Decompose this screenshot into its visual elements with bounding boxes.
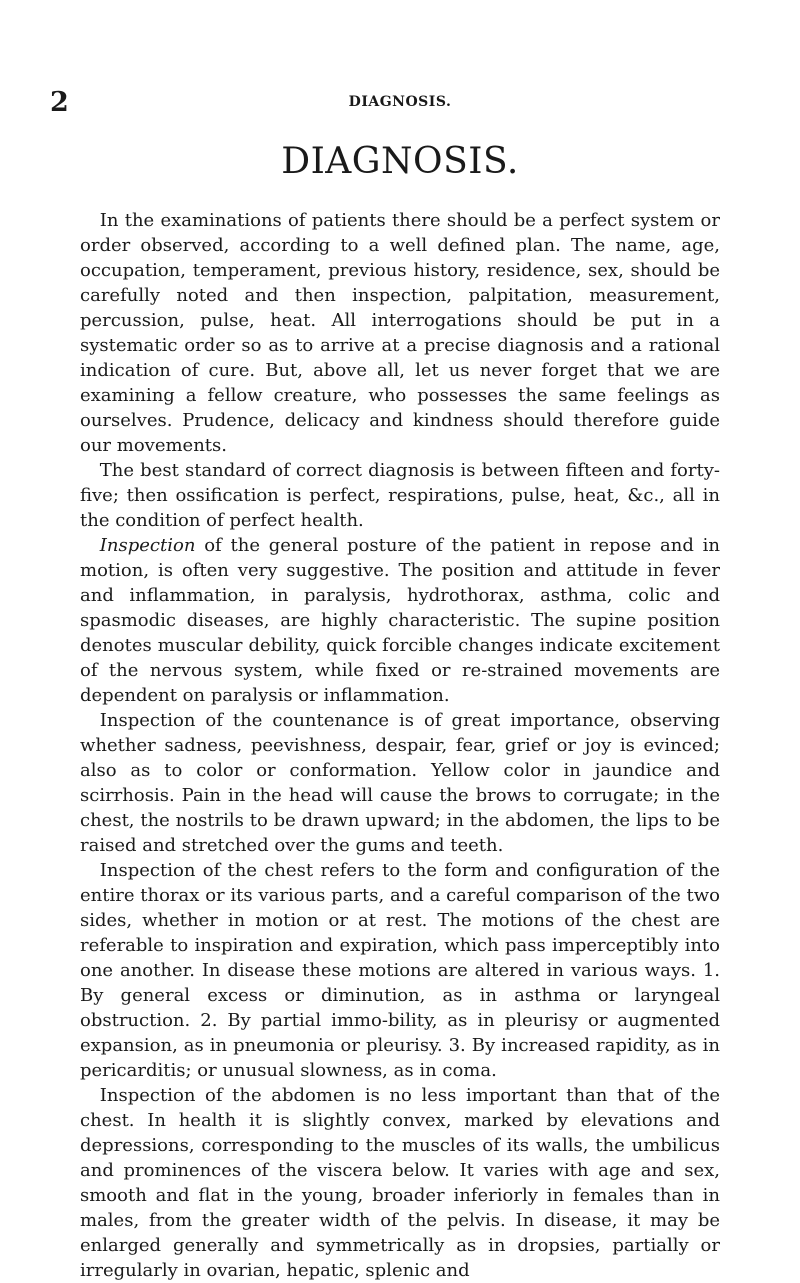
paragraph <box>80 708 720 858</box>
page-header <box>0 88 800 118</box>
paragraph <box>80 458 720 533</box>
paragraph-lead-italic: Inspection <box>99 535 196 556</box>
paragraph <box>80 208 720 458</box>
paragraph <box>80 1083 720 1283</box>
chapter-title: DIAGNOSIS. <box>281 141 519 182</box>
paragraph-text: of the general posture of the patient in repose and in motion, is often very suggestive. The position and attitude in fever and inflammation, in paralysis, hydrothorax, asthma, colic and spasmodic diseases, are highly characteristic. The supine position denotes muscular debility, quick forcible changes indicate excitement of the nervous system, while fixed or re-strained movements are dependent on paralysis or inflammation. <box>80 535 720 706</box>
paragraph-text: Inspection of the countenance is of great importance, observing whether sadness, peevishness, despair, fear, grief or joy is evinced; also as to color or conformation. Yellow color in jaundice and scirrhosis. Pain in the head will cause the brows to corrugate; in the chest, the nostrils to be drawn upward; in the abdomen, the lips to be raised and stretched over the gums and teeth. <box>80 710 720 856</box>
body-text <box>80 208 720 1283</box>
paragraph-text: Inspection of the chest refers to the form and configuration of the entire thorax or its various parts, and a careful comparison of the two sides, whether in motion or at rest. The motions of the chest are referable to inspiration and expiration, which pass imperceptibly into one another. In disease these motions are altered in various ways. 1. By general excess or diminution, as in asthma or laryngeal obstruction. 2. By partial immo-bility, as in pleurisy or augmented expansion, as in pneumonia or pleurisy. 3. By increased rapidity, as in pericarditis; or unusual slowness, as in coma. <box>80 860 720 1081</box>
paragraph-text: Inspection of the abdomen is no less important than that of the chest. In health it is slightly convex, marked by elevations and depressions, corresponding to the muscles of its walls, the umbilicus and prominences of the viscera below. It varies with age and sex, smooth and flat in the young, broader inferiorly in females than in males, from the greater width of the pelvis. In disease, it may be enlarged generally and symmetrically as in dropsies, partially or irregularly in ovarian, hepatic, splenic and <box>80 1085 720 1281</box>
paragraph-text: In the examinations of patients there should be a perfect system or order observed, according to a well defined plan. The name, age, occupation, temperament, previous history, residence, sex, should be carefully noted and then inspection, palpitation, measurement, percussion, pulse, heat. All interrogations should be put in a systematic order so as to arrive at a precise diagnosis and a rational indication of cure. But, above all, let us never forget that we are examining a fellow creature, who possesses the same feelings as ourselves. Prudence, delicacy and kindness should therefore guide our movements. <box>80 210 720 456</box>
paragraph-text: The best standard of correct diagnosis is between fifteen and forty-five; then ossification is perfect, respirations, pulse, heat, &c., all in the condition of perfect health. <box>80 460 720 531</box>
paragraph <box>80 858 720 1083</box>
paragraph <box>80 533 720 708</box>
running-head: DIAGNOSIS. <box>348 94 452 110</box>
page-number: 2 <box>50 87 69 118</box>
